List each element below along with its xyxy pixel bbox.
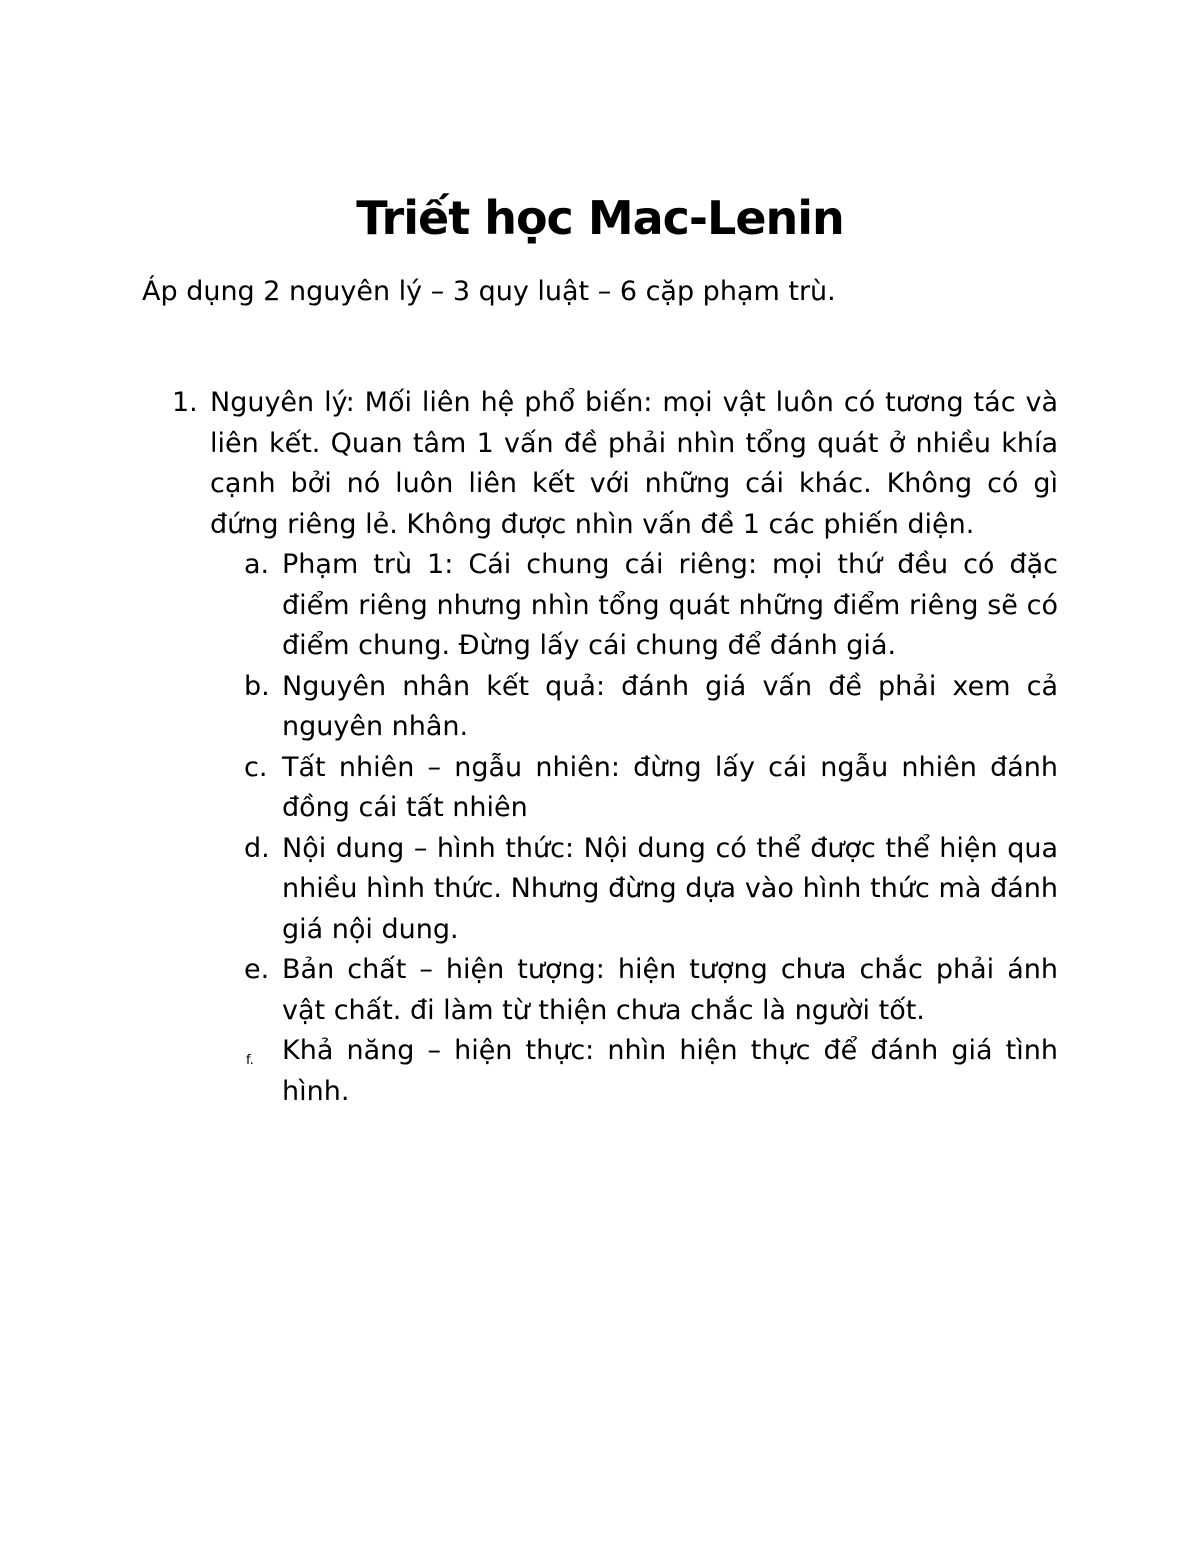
category-text: Nội dung – hình thức: Nội dung có thể được thể hiện qua nhiều hình thức. Nhưng đừng dựa vào hình thức mà đánh giá nội dung. xyxy=(282,832,1058,945)
sub-list-marker: e. xyxy=(244,954,270,985)
category-text: Nguyên nhân kết quả: đánh giá vấn đề phải xem cả nguyên nhân. xyxy=(282,670,1058,742)
sub-list-marker: a. xyxy=(244,549,270,580)
sub-list-marker: d. xyxy=(244,832,270,864)
page-title: Triết học Mac-Lenin xyxy=(356,191,844,245)
principle-text: Nguyên lý: Mối liên hệ phổ biến: mọi vật luôn có tương tác và liên kết. Quan tâm 1 vấn đề phải nhìn tổng quát ở nhiều khía cạnh bởi nó luôn liên kết với những cái khác. Không có gì đứng riêng lẻ. Không được nhìn vấn đề 1 các phiến diện. xyxy=(210,387,1058,540)
category-text: Tất nhiên – ngẫu nhiên: đừng lấy cái ngẫu nhiên đánh đồng cái tất nhiên xyxy=(282,751,1058,823)
list-item-category-f xyxy=(244,1031,1058,1112)
list-marker: 1. xyxy=(172,387,198,418)
category-text: Phạm trù 1: Cái chung cái riêng: mọi thứ đều có đặc điểm riêng nhưng nhìn tổng quát những điểm riêng sẽ có điểm chung. Đừng lấy cái chung để đánh giá. xyxy=(282,549,1058,661)
principles-list xyxy=(172,383,1058,1112)
page-subtitle: Áp dụng 2 nguyên lý – 3 quy luật – 6 cặp phạm trù. xyxy=(142,276,836,307)
list-item-category-a xyxy=(244,545,1058,667)
list-item-category-b xyxy=(244,667,1058,748)
list-item-category-d xyxy=(244,829,1058,951)
category-text: Khả năng – hiện thực: nhìn hiện thực để đánh giá tình hình. xyxy=(282,1035,1058,1107)
list-item-category-e xyxy=(244,950,1058,1031)
sub-list-marker: b. xyxy=(244,670,270,702)
sub-list-marker: f. xyxy=(246,1053,254,1068)
list-item-category-c xyxy=(244,748,1058,829)
category-text: Bản chất – hiện tượng: hiện tượng chưa chắc phải ánh vật chất. đi làm từ thiện chưa chắc là người tốt. xyxy=(282,954,1058,1026)
list-item-principle-1 xyxy=(172,383,1058,1112)
sub-list-marker: c. xyxy=(244,751,268,783)
categories-list xyxy=(244,545,1058,1112)
